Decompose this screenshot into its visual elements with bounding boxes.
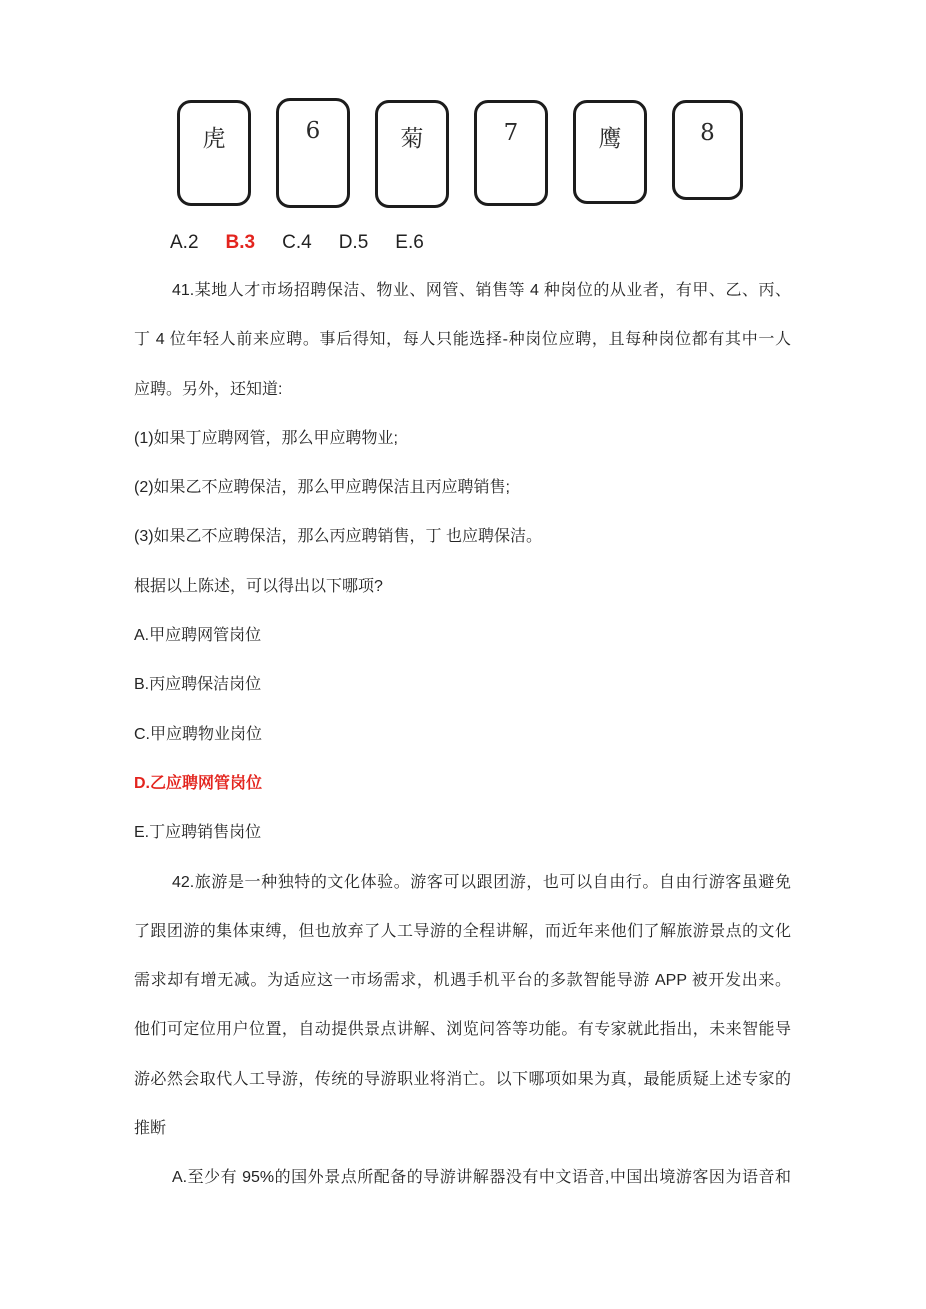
q42-stem-line: 游必然会取代人工导游，传统的导游职业将消亡。以下哪项如果为真，最能质疑上述专家的 xyxy=(134,1070,791,1088)
q41-option-d-marked-answer: D.乙应聘网管岗位 xyxy=(134,774,263,792)
flashcard xyxy=(672,100,743,200)
flashcard-row xyxy=(177,100,743,208)
q41-option-b: B.丙应聘保洁岗位 xyxy=(134,676,262,694)
card-question-choices xyxy=(170,230,424,256)
flashcard xyxy=(474,100,548,206)
flashcard xyxy=(177,100,251,206)
q41-condition-3: (3)如果乙不应聘保洁，那么丙应聘销售，丁 也应聘保洁。 xyxy=(134,528,543,546)
choice-d: D.5 xyxy=(338,232,369,253)
choice-a: A.2 xyxy=(170,232,199,253)
q42-stem-line: 42.旅游是一种独特的文化体验。游客可以跟团游，也可以自由行。自由行游客虽避免 xyxy=(172,873,791,891)
q41-option-e: E.丁应聘销售岗位 xyxy=(134,824,262,842)
flashcard-glyph: 8 xyxy=(700,120,715,146)
flashcard xyxy=(276,98,350,208)
q41-stem-line: 应聘。另外，还知道: xyxy=(134,380,283,398)
q42-stem-line: 了跟团游的集体束缚，但也放弃了人工导游的全程讲解，而近年来他们了解旅游景点的文化 xyxy=(134,922,791,940)
flashcard-glyph: 6 xyxy=(305,118,321,144)
q41-option-c: C.甲应聘物业岗位 xyxy=(134,725,263,743)
q42-stem-line: 他们可定位用户位置，自动提供景点讲解、浏览问答等功能。有专家就此指出，未来智能导 xyxy=(134,1021,791,1039)
choice-c: C.4 xyxy=(282,232,312,253)
q42-stem-line: 推断 xyxy=(134,1120,167,1138)
flashcard-glyph: 7 xyxy=(503,120,519,146)
choice-b-marked-answer: B.3 xyxy=(225,232,256,253)
q41-stem-line: 丁 4 位年轻人前来应聘。事后得知，每人只能选择-种岗位应聘，且每种岗位都有其中一人 xyxy=(134,331,791,349)
question-text-block xyxy=(134,266,791,1203)
choice-e: E.6 xyxy=(395,232,424,253)
q41-stem-line: 41.某地人才市场招聘保洁、物业、网管、销售等 4 种岗位的从业者，有甲、乙、丙、 xyxy=(172,282,791,299)
q41-condition-2: (2)如果乙不应聘保洁，那么甲应聘保洁且丙应聘销售; xyxy=(134,479,511,497)
q42-option-a: A.至少有 95%的国外景点所配备的导游讲解器没有中文语音,中国出境游客因为语音和 xyxy=(172,1169,791,1187)
flashcard-glyph: 鹰 xyxy=(598,126,622,152)
flashcard-glyph: 菊 xyxy=(400,126,424,152)
flashcard xyxy=(573,100,647,204)
flashcard-glyph: 虎 xyxy=(202,126,226,152)
q42-stem-line: 需求却有增无减。为适应这一市场需求，机遇手机平台的多款智能导游 APP 被开发出来。 xyxy=(134,972,791,990)
q41-prompt: 根据以上陈述，可以得出以下哪项? xyxy=(134,577,383,595)
q41-condition-1: (1)如果丁应聘网管，那么甲应聘物业; xyxy=(134,429,399,447)
q41-option-a: A.甲应聘网管岗位 xyxy=(134,627,262,645)
flashcard xyxy=(375,100,449,208)
